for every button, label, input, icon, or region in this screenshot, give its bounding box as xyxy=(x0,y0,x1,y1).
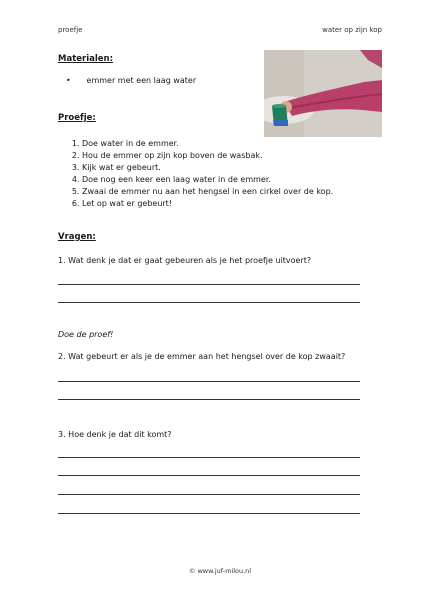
step-item: 1. Doe water in de emmer. xyxy=(82,138,333,150)
bullet-icon: • xyxy=(66,76,71,85)
photo-illustration xyxy=(264,50,382,137)
step-item: 2. Hou de emmer op zijn kop boven de wasbak. xyxy=(82,150,333,162)
answer-line xyxy=(58,457,360,458)
header-left: proefje xyxy=(58,26,83,34)
answer-line xyxy=(58,475,360,476)
materials-item-text: emmer met een laag water xyxy=(86,76,197,85)
answer-line xyxy=(58,513,360,514)
step-item: 5. Zwaai de emmer nu aan het hengsel in een cirkel over de kop. xyxy=(82,186,333,198)
experiment-title: Proefje: xyxy=(58,113,96,123)
answer-line xyxy=(58,302,360,303)
answer-line xyxy=(58,494,360,495)
step-item: 4. Doe nog een keer een laag water in de emmer. xyxy=(82,174,333,186)
step-item: 3. Kijk wat er gebeurt. xyxy=(82,162,333,174)
question-2: 2. Wat gebeurt er als je de emmer aan het hengsel over de kop zwaait? xyxy=(58,352,346,361)
experiment-photo xyxy=(264,50,382,137)
questions-title: Vragen: xyxy=(58,232,96,242)
experiment-steps xyxy=(58,138,333,210)
materials-item xyxy=(66,76,196,85)
instruction: Doe de proef! xyxy=(58,330,114,339)
question-1: 1. Wat denk je dat er gaat gebeuren als je het proefje uitvoert? xyxy=(58,256,312,265)
answer-line xyxy=(58,381,360,382)
step-item: 6. Let op wat er gebeurt! xyxy=(82,198,333,210)
answer-line xyxy=(58,399,360,400)
question-3: 3. Hoe denk je dat dit komt? xyxy=(58,430,172,439)
header-right: water op zijn kop xyxy=(322,26,382,34)
answer-line xyxy=(58,284,360,285)
footer: © www.juf-milou.nl xyxy=(188,567,252,575)
materials-title: Materialen: xyxy=(58,54,113,64)
